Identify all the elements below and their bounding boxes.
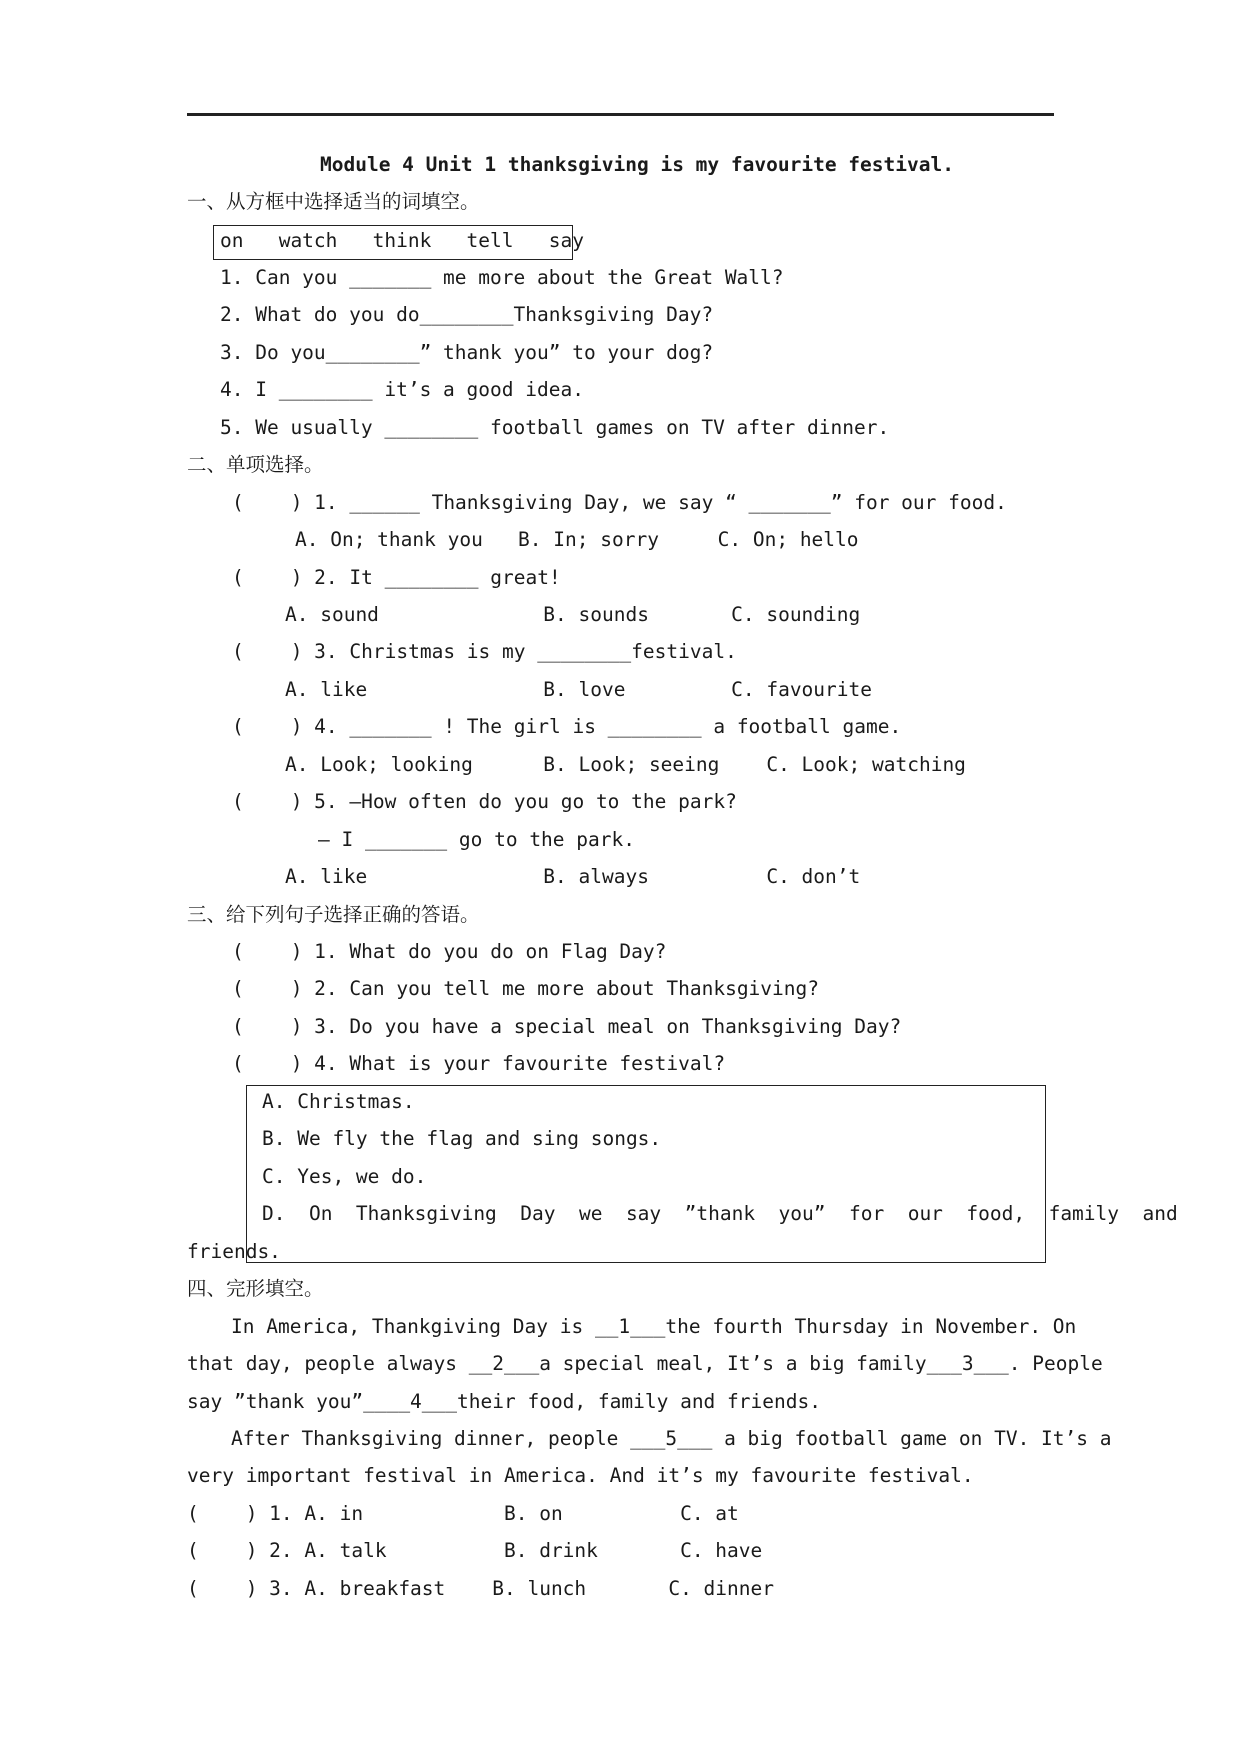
mc-question: ( ) 1. ______ Thanksgiving Day, we say “ _______” for our food. xyxy=(232,491,1007,514)
section-heading-1: 一、从方框中选择适当的词填空。 xyxy=(187,190,480,213)
match-question: ( ) 4. What is your favourite festival? xyxy=(232,1052,726,1075)
fill-item: 1. Can you _______ me more about the Great Wall? xyxy=(220,266,784,289)
cloze-option: ( ) 2. A. talk B. drink C. have xyxy=(187,1539,763,1562)
fill-item: 3. Do you________” thank you” to your dog? xyxy=(220,341,714,364)
mc-question: ( ) 3. Christmas is my ________festival. xyxy=(232,640,737,663)
mc-options: A. sound B. sounds C. sounding xyxy=(285,603,861,626)
fill-item: 5. We usually ________ football games on TV after dinner. xyxy=(220,416,890,439)
mc-question: ( ) 2. It ________ great! xyxy=(232,566,561,589)
answer-option: C. Yes, we do. xyxy=(262,1165,427,1188)
passage-line: In America, Thankgiving Day is __1___the fourth Thursday in November. On xyxy=(231,1315,1077,1338)
word-box-words: on watch think tell say xyxy=(220,229,584,252)
section-heading-4: 四、完形填空。 xyxy=(187,1277,324,1300)
mc-options: A. like B. love C. favourite xyxy=(285,678,872,701)
header-rule xyxy=(187,113,1054,116)
mc-question: ( ) 5. —How often do you go to the park? xyxy=(232,790,737,813)
cloze-option: ( ) 1. A. in B. on C. at xyxy=(187,1502,739,1525)
answer-option-continued: friends. xyxy=(187,1240,281,1263)
answer-option: D. On Thanksgiving Day we say ”thank you” for our food, family and xyxy=(262,1202,1178,1225)
mc-options: A. like B. always C. don’t xyxy=(285,865,861,888)
passage-line: very important festival in America. And it’s my favourite festival. xyxy=(187,1464,974,1487)
passage-line: that day, people always __2___a special meal, It’s a big family___3___. People xyxy=(187,1352,1103,1375)
passage-line: After Thanksgiving dinner, people ___5___ a big football game on TV. It’s a xyxy=(231,1427,1112,1450)
answer-option: A. Christmas. xyxy=(262,1090,415,1113)
fill-item: 4. I ________ it’s a good idea. xyxy=(220,378,584,401)
mc-question: ( ) 4. _______ ! The girl is ________ a football game. xyxy=(232,715,902,738)
cloze-option: ( ) 3. A. breakfast B. lunch C. dinner xyxy=(187,1577,774,1600)
fill-item: 2. What do you do________Thanksgiving Day? xyxy=(220,303,714,326)
mc-options: A. Look; looking B. Look; seeing C. Look; watching xyxy=(285,753,966,776)
mc-question-line2: — I _______ go to the park. xyxy=(318,828,635,851)
answer-option: B. We fly the flag and sing songs. xyxy=(262,1127,662,1150)
mc-options: A. On; thank you B. In; sorry C. On; hello xyxy=(295,528,859,551)
match-question: ( ) 1. What do you do on Flag Day? xyxy=(232,940,667,963)
page-title: Module 4 Unit 1 thanksgiving is my favourite festival. xyxy=(320,153,954,176)
match-question: ( ) 3. Do you have a special meal on Thanksgiving Day? xyxy=(232,1015,902,1038)
section-heading-2: 二、单项选择。 xyxy=(187,453,324,476)
passage-line: say ”thank you”____4___their food, family and friends. xyxy=(187,1390,821,1413)
section-heading-3: 三、给下列句子选择正确的答语。 xyxy=(187,903,480,926)
match-question: ( ) 2. Can you tell me more about Thanksgiving? xyxy=(232,977,819,1000)
